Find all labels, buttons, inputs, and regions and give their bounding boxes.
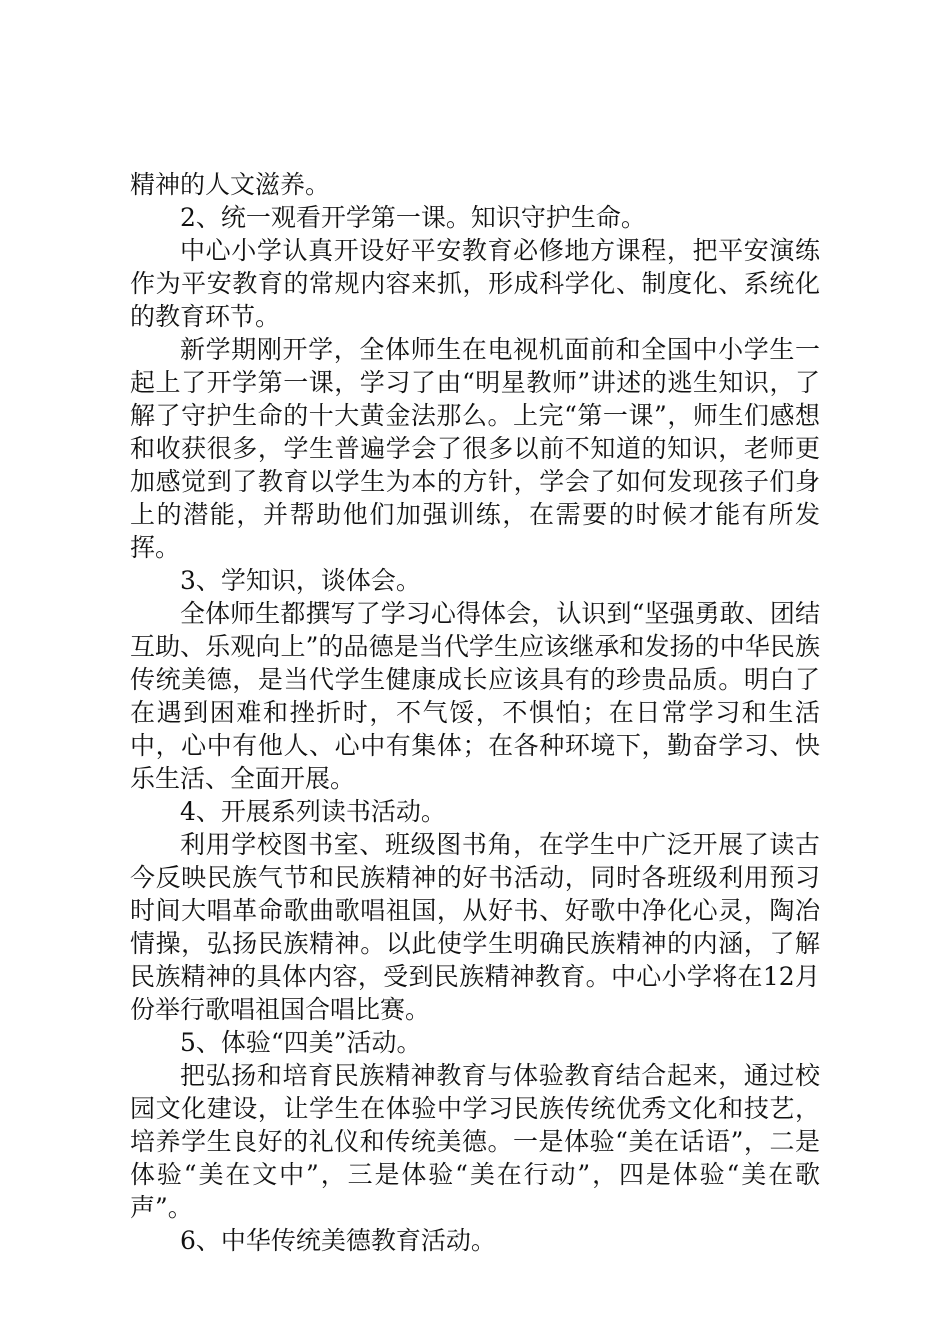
paragraph: 利用学校图书室、班级图书角，在学生中广泛开展了读古今反映民族气节和民族精神的好书活动，同时各班级利用预习时间大唱革命歌曲歌唱祖国，从好书、好歌中净化心灵，陶冶情操，弘扬民族精神。以此使学生明确民族精神的内涵，了解民族精神的具体内容，受到民族精神教育。中心小学将在12月份举行歌唱祖国合唱比赛。 [130, 830, 820, 1024]
document-body [130, 168, 820, 1257]
paragraph: 把弘扬和培育民族精神教育与体验教育结合起来，通过校园文化建设，让学生在体验中学习民族传统优秀文化和技艺，培养学生良好的礼仪和传统美德。一是体验“美在话语”，二是体验“美在文中”，三是体验“美在行动”，四是体验“美在歌声”。 [130, 1061, 820, 1222]
section-heading: 4、开展系列读书活动。 [180, 797, 446, 826]
section-heading: 2、统一观看开学第一课。知识守护生命。 [180, 203, 646, 232]
section-heading: 5、体验“四美”活动。 [180, 1028, 422, 1057]
section-heading: 6、中华传统美德教育活动。 [180, 1226, 496, 1255]
section-heading: 3、学知识，谈体会。 [180, 566, 421, 595]
paragraph: 中心小学认真开设好平安教育必修地方课程，把平安演练作为平安教育的常规内容来抓，形成科学化、制度化、系统化的教育环节。 [130, 236, 820, 331]
paragraph: 全体师生都撰写了学习心得体会，认识到“坚强勇敢、团结互助、乐观向上”的品德是当代学生应该继承和发扬的中华民族传统美德，是当代学生健康成长应该具有的珍贵品质。明白了在遇到困难和挫折时，不气馁，不惧怕；在日常学习和生活中，心中有他人、心中有集体；在各种环境下，勤奋学习、快乐生活、全面开展。 [130, 599, 820, 793]
paragraph: 精神的人文滋养。 [130, 170, 331, 199]
paragraph: 新学期刚开学，全体师生在电视机面前和全国中小学生一起上了开学第一课，学习了由“明星教师”讲述的逃生知识，了解了守护生命的十大黄金法那么。上完“第一课”，师生们感想和收获很多，学生普遍学会了很多以前不知道的知识，老师更加感觉到了教育以学生为本的方针，学会了如何发现孩子们身上的潜能，并帮助他们加强训练，在需要的时候才能有所发挥。 [130, 335, 820, 562]
